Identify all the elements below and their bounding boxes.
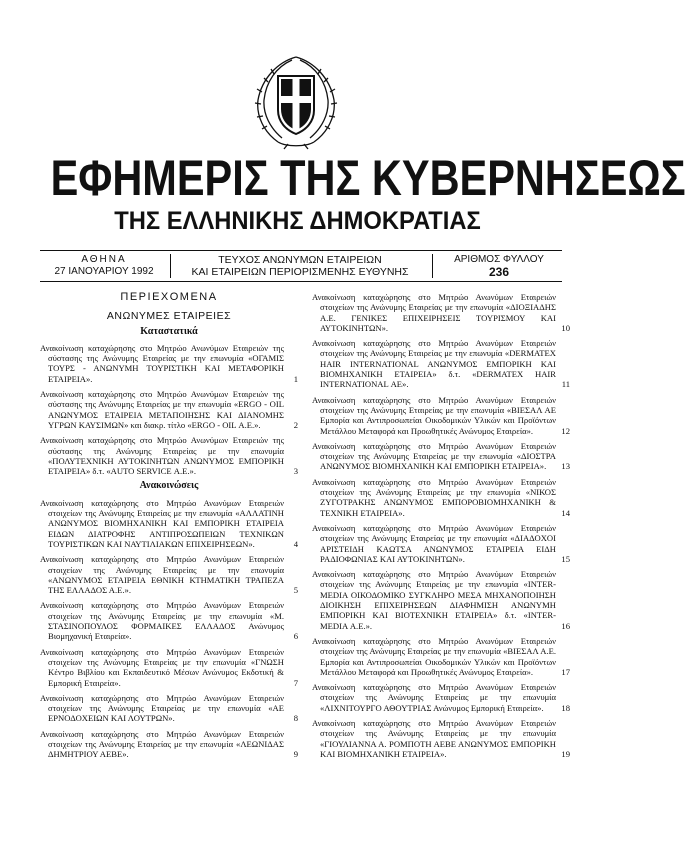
toc-entry-page: 2 — [293, 419, 298, 430]
toc-entry-page: 12 — [561, 425, 570, 436]
toc-entry-text: Ανακοίνωση καταχώρησης στο Μητρώο Ανωνύμων Εταιρειών στοιχείων της Ανώνυμης Εταιρείας με την επωνυμία «DERMATEX HAIR INTERNATIONAL ΑΝΩΝΥΜΟΣ ΕΜΠΟΡΙΚΗ ΚΑΙ ΒΙΟΜΗΧΑΝΙΚΗ ΕΤΑΙΡΕΙΑ» δ.τ. «DERMATEX HAIR INTERNATIONAL ΑΕ». — [312, 338, 556, 390]
divider — [170, 254, 171, 278]
toc-entry-page: 7 — [293, 677, 298, 688]
toc-entry — [40, 389, 298, 430]
toc-entry-text: Ανακοίνωση καταχώρησης στο Μητρώο Ανωνύμων Εταιρειών στοιχείων της Ανώνυμης Εταιρείας με την επωνυμία «ΒΙΕΣΑΛ Α.Ε. Εμπορία και Αντιπροσωπείαι Οικοδομικών Υλικών και Προϊόντων Μετάλλου Μεταφορά και Προωθητικές Ανώνυμος Εταιρεία». — [312, 635, 556, 677]
toc-entry — [312, 338, 570, 389]
issue-info-bar — [40, 250, 562, 282]
toc-entry — [312, 636, 570, 677]
toc-entry-page: 19 — [561, 748, 570, 759]
toc-entry-text: Ανακοίνωση καταχώρησης στο Μητρώο Ανωνύμων Εταιρειών στοιχείων της Ανώνυμης Εταιρείας με την επωνυμία «ΛΕΩΝΙΔΑΣ ΔΗΜΗΤΡΙΟΥ ΑΕΒΕ». — [40, 728, 284, 760]
toc-entry-page: 1 — [293, 373, 298, 384]
toc-entry — [40, 435, 298, 476]
toc-entry-text: Ανακοίνωση καταχώρησης στο Μητρώο Ανωνύμων Εταιρειών στοιχείων της Ανώνυμης Εταιρείας με την επωνυμία «ΑΕ ΕΡΝΟΔΟΧΕΙΩΝ ΚΑΙ ΛΟΥΤΡΩΝ». — [40, 692, 284, 724]
toc-entry — [312, 718, 570, 759]
toc-section-title: ΑΝΩΝΥΜΕΣ ΕΤΑΙΡΕΙΕΣ — [106, 310, 232, 323]
toc-entry — [312, 569, 570, 631]
toc-entry-page: 5 — [293, 585, 298, 596]
toc-entry — [40, 343, 298, 384]
toc-entry-page: 17 — [561, 666, 570, 677]
issue-number: 236 — [488, 265, 510, 279]
toc-entry-text: Ανακοίνωση καταχώρησης στο Μητρώο Ανωνύμων Εταιρειών στοιχείων της Ανώνυμης Εταιρείας με την επωνυμία «ΑΛΛΑΤΙΝΗ ΑΝΩΝΥΜΟΣ ΒΙΟΜΗΧΑΝΙΚΗ ΚΑΙ ΕΜΠΟΡΙΚΗ ΕΤΑΙΡΕΙΑ ΕΙΔΩΝ ΔΙΑΤΡΟΦΗΣ ΑΝΤΙΠΡΟΣΩΠΕΙΩΝ ΤΕΧΝΙΚΩΝ ΤΟΥΡΙΣΤΙΚΩΝ ΚΑΙ ΝΑΥΤΙΛΙΑΚΩΝ ΕΠΙΧΕΙΡΗΣΕΩΝ». — [40, 497, 284, 549]
toc-entry-text: Ανακοίνωση καταχώρησης στο Μητρώο Ανωνύμων Εταιρειών της σύστασης της Ανώνυμης Εταιρείας με την επωνυμία «ΟΓΑΜΙΣ ΤΟΥΡΣ - ΑΝΩΝΥΜΗ ΤΟΥΡΙΣΤΙΚΗ ΚΑΙ ΜΕΤΑΦΟΡΙΚΗ ΕΤΑΙΡΕΙΑ». — [40, 342, 284, 384]
toc-right-column — [312, 292, 570, 764]
toc-title: ΠΕΡΙΕΧΟΜΕΝΑ — [120, 291, 218, 303]
toc-entry — [40, 647, 298, 688]
toc-entry-text: Ανακοίνωση καταχώρησης στο Μητρώο Ανωνύμων Εταιρειών στοιχείων της Ανώνυμης Εταιρείας με την επωνυμία «ΔΙΟΣΤΡΑ ΑΝΩΝΥΜΟΣ ΒΙΟΜΗΧΑΝΙΚΗ ΚΑΙ ΕΜΠΟΡΙΚΗ ΕΤΑΙΡΕΙΑ». — [312, 440, 556, 472]
toc-entry-text: Ανακοίνωση καταχώρησης στο Μητρώο Ανωνύμων Εταιρειών στοιχείων της Ανώνυμης Εταιρείας με την επωνυμία «ΓΙΟΥΛΙΑΝΝΑ Α. ΡΟΜΠΟΤΗ ΑΕΒΕ ΑΝΩΝΥΜΟΣ ΕΜΠΟΡΙΚΗ ΚΑΙ ΒΙΟΜΗΧΑΝΙΚΗ ΕΤΑΙΡΕΙΑ». — [312, 717, 556, 759]
masthead-subtitle: ΤΗΣ ΕΛΛΗΝΙΚΗΣ ΔΗΜΟΚΡΑΤΙΑΣ — [114, 207, 481, 235]
toc-entry-page: 8 — [293, 713, 298, 724]
toc-entry-text: Ανακοίνωση καταχώρησης στο Μητρώο Ανωνύμων Εταιρειών στοιχείων της Ανώνυμης Εταιρείας με την επωνυμία «ΔΙΟΞΙΑΔΗΣ Α.Ε. ΓΕΝΙΚΕΣ ΕΠΙΧΕΙΡΗΣΕΙΣ ΤΟΥΡΙΣΜΟΥ ΚΑΙ ΑΥΤΟΚΙΝΗΤΩΝ». — [312, 292, 556, 333]
masthead-title: ΕΦΗΜΕΡΙΣ ΤΗΣ ΚΥΒΕΡΝΗΣΕΩΣ — [50, 150, 686, 206]
toc-entry — [40, 600, 298, 641]
toc-entry-text: Ανακοίνωση καταχώρησης στο Μητρώο Ανωνύμων Εταιρειών στοιχείων της Ανώνυμης Εταιρείας με την επωνυμία «ΒΙΕΣΑΛ ΑΕ Εμπορία και Αντιπροσωπείαι Οικοδομικών Υλικών και Προϊόντων Μετάλλου Μεταφορά και Προωθητικές Ανώνυμος Εταιρεία». — [312, 394, 556, 436]
toc-entry — [312, 523, 570, 564]
issue-place-date — [44, 254, 164, 278]
toc-entry-page: 18 — [561, 702, 570, 713]
toc-subsection-announcements: Ανακοινώσεις — [139, 480, 199, 492]
toc-entry — [312, 395, 570, 436]
toc-entry-text: Ανακοίνωση καταχώρησης στο Μητρώο Ανωνύμων Εταιρειών στοιχείων της Ανώνυμης Εταιρείας με την επωνυμία «ΓΝΩΣΗ Κέντρο Βιβλίου και Εκπαιδευτικό Μέσων Ανώνυμος Εκδοτική & Εμπορική Εταιρεία». — [40, 646, 284, 688]
divider — [432, 254, 433, 278]
toc-entry-text: Ανακοίνωση καταχώρησης στο Μητρώο Ανωνύμων Εταιρειών στοιχείων της Ανώνυμης Εταιρείας με την επωνυμία «ΔΙΑΔΟΧΟΙ ΑΡΙΣΤΕΙΔΗ ΚΑΩΤΣΑ ΑΝΩΝΥΜΟΣ ΕΤΑΙΡΕΙΑ ΕΙΔΗ ΡΑΔΙΟΦΩΝΙΑΣ ΚΑΙ ΑΥΤΟΚΙΝΗΤΩΝ». — [312, 522, 556, 564]
issue-number-block — [440, 254, 558, 278]
toc-left-column — [40, 292, 298, 765]
coat-of-arms-emblem — [248, 52, 344, 150]
toc-subsection-statutes: Καταστατικά — [140, 325, 198, 337]
toc-entry-page: 11 — [561, 379, 570, 390]
series-line-2: ΚΑΙ ΕΤΑΙΡΕΙΩΝ ΠΕΡΙΟΡΙΣΜΕΝΗΣ ΕΥΘΥΝΗΣ — [191, 266, 409, 278]
toc-entry-text: Ανακοίνωση καταχώρησης στο Μητρώο Ανωνύμων Εταιρειών στοιχείων της Ανώνυμης Εταιρείας με την επωνυμία «ΝΙΚΟΣ ΖΥΓΟΤΡΑΚΗΣ ΑΝΩΝΥΜΟΣ ΕΜΠΟΡΟΒΙΟΜΗΧΑΝΙΚΗ & ΤΕΧΝΙΚΗ ΕΤΑΙΡΕΙΑ». — [312, 476, 556, 518]
toc-entry-text: Ανακοίνωση καταχώρησης στο Μητρώο Ανωνύμων Εταιρειών στοιχείων της Ανώνυμης Εταιρείας με την επωνυμία «ΛΙΧΝΙΤΟΥΡΓΟ ΑΘΟΥΤΡΙΑΣ Ανώνυμος Εμπορική Εταιρεία». — [312, 682, 556, 713]
toc-entry — [312, 292, 570, 333]
toc-entry-text: Ανακοίνωση καταχώρησης στο Μητρώο Ανωνύμων Εταιρειών στοιχείων της Ανώνυμης Εταιρείας με την επωνυμία «ΑΝΩΝΥΜΟΣ ΕΤΑΙΡΕΙΑ ΕΘΝΙΚΗ ΚΤΗΜΑΤΙΚΗ ΤΡΑΠΕΖΑ ΤΗΣ ΕΛΛΑΔΟΣ Α.Ε.». — [40, 554, 284, 596]
toc-entry-text: Ανακοίνωση καταχώρησης στο Μητρώο Ανωνύμων Εταιρειών στοιχείων της Ανώνυμης Εταιρείας με την επωνυμία «Μ. ΣΤΑΣΙΝΟΠΟΥΛΟΣ ΦΟΡΜΑΙΚΕΣ ΕΛΛΑΔΟΣ Ανώνυμος Βιομηχανική Εταιρεία». — [40, 600, 284, 642]
series-line-1: ΤΕΥΧΟΣ ΑΝΩΝΥΜΩΝ ΕΤΑΙΡΕΙΩΝ — [218, 254, 382, 266]
issue-date: 27 ΙΑΝΟΥΑΡΙΟΥ 1992 — [54, 266, 154, 277]
issue-series — [175, 254, 425, 278]
toc-entry-text: Ανακοίνωση καταχώρησης στο Μητρώο Ανωνύμων Εταιρειών στοιχείων της Ανώνυμης Εταιρείας με την επωνυμία «INTER-MEDIA ΟΙΚΟΔΟΜΙΚΟ ΣΥΓΚΛΗΡΟ ΜΕΣΑ ΜΗΧΑΝΟΠΟΙΗΣΗ ΔΙΟΙΚΗΣΗ ΕΠΙΧΕΙΡΗΣΕΩΝ ΔΙΑΦΗΜΙΣΗ ΑΝΩΝΥΜΗ ΕΜΠΟΡΙΚΗ ΚΑΙ ΒΙΟΤΕΧΝΙΚΗ ΕΤΑΙΡΕΙΑ» δ.τ. «INTER-MEDIA Α.Ε.». — [312, 569, 556, 631]
toc-entry-page: 4 — [293, 538, 298, 549]
toc-entry-page: 15 — [561, 553, 570, 564]
toc-entry-page: 9 — [293, 749, 298, 760]
toc-entry — [312, 441, 570, 472]
toc-entry-text: Ανακοίνωση καταχώρησης στο Μητρώο Ανωνύμων Εταιρειών της σύστασης της Ανώνυμης Εταιρείας με την επωνυμία «ERGO - OIL ΑΝΩΝΥΜΟΣ ΕΤΑΙΡΕΙΑ ΜΕΤΑΠΟΙΗΣΗΣ ΚΑΙ ΔΙΑΝΟΜΗΣ ΥΓΡΩΝ ΚΑΥΣΙΜΩΝ» και διακρ. τίτλο «ERGO - OIL Α.Ε.». — [40, 389, 284, 430]
toc-entry — [40, 729, 298, 760]
toc-entry-text: Ανακοίνωση καταχώρησης στο Μητρώο Ανωνύμων Εταιρειών της σύστασης της Ανώνυμης Εταιρείας με την επωνυμία «ΠΟΛΥΤΕΧΝΙΚΗ ΑΥΤΟΚΙΝΗΤΩΝ ΑΝΩΝΥΜΟΣ ΕΜΠΟΡΙΚΗ ΕΤΑΙΡΕΙΑ» δ.τ. «AUTO SERVICE Α.Ε.». — [40, 435, 284, 477]
toc-entry — [40, 554, 298, 595]
toc-entry — [40, 693, 298, 724]
toc-entry — [40, 498, 298, 549]
issue-number-label: ΑΡΙΘΜΟΣ ΦΥΛΛΟΥ — [454, 254, 544, 265]
toc-entry — [312, 477, 570, 518]
toc-entry-page: 3 — [293, 466, 298, 477]
toc-entry-page: 14 — [561, 507, 570, 518]
toc-entry-page: 13 — [561, 461, 570, 472]
toc-entry-page: 16 — [561, 620, 570, 631]
toc-entry-page: 6 — [293, 631, 298, 642]
issue-city: ΑΘΗΝΑ — [81, 254, 127, 265]
toc-entry-page: 10 — [561, 322, 570, 333]
toc-entry — [312, 682, 570, 713]
